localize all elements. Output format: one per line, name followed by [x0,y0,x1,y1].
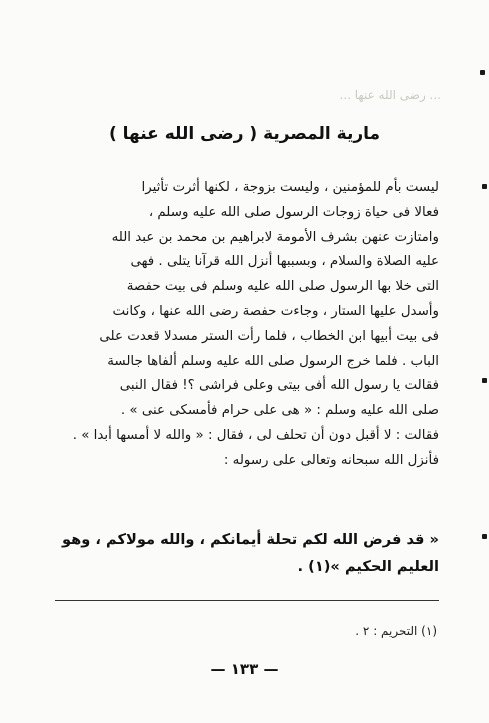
margin-punch-mark [482,184,487,189]
faint-bleed-through-text: ... رضى الله عنها ... [339,88,441,102]
body-paragraph [41,176,439,474]
margin-punch-mark [482,378,487,383]
body-line: عليه الصلاة والسلام ، وبسببها أنزل الله قرآنا يتلى . فهى [130,254,439,270]
chapter-title: مارية المصرية ( رضى الله عنها ) [108,124,381,144]
verse-line: « قد فرض الله لكم تحلة أيمانكم ، والله مولاكم ، وهو [61,531,439,548]
body-line: فى بيت أبيها ابن الخطاب ، فلما رأت الستر مسدلا قعدت على [99,328,439,344]
margin-punch-mark [482,534,487,539]
body-line: وأسدل عليها الستار ، وجاءت حفصة رضى الله عنها ، وكانت [112,303,439,319]
footnote: (١) التحريم : ٢ . [355,624,437,638]
body-line: صلى الله عليه وسلم : « هى على حرام فأمسكى عنى » . [120,403,439,419]
body-line: فقالت : لا أقبل دون أن تحلف لى ، فقال : « والله لا أمسها أبدا » . [72,427,439,443]
body-line: فعالا فى حياة زوجات الرسول صلى الله عليه وسلم ، [148,204,439,220]
verse-line: العليم الحكيم »(١) . [297,558,439,575]
margin-punch-mark [480,70,485,75]
body-line: ليست بأم للمؤمنين ، وليست بزوجة ، لكنها أثرت تأثيرا [141,180,439,195]
body-line: التى خلا بها الرسول صلى الله عليه وسلم فى بيت حفصة [126,279,439,295]
body-line: فقالت يا رسول الله أفى بيتى وعلى فراشى ؟! فقال النبى [119,378,439,394]
body-line: الباب . فلما خرج الرسول صلى الله عليه وسلم ألفاها جالسة [107,353,439,369]
body-line: فأنزل الله سبحانه وتعالى على رسوله : [223,452,439,468]
quran-verse [41,526,439,580]
body-line: وامتازت عنهن بشرف الأمومة لابراهيم بن محمد بن عبد الله [111,229,439,245]
footnote-divider [55,600,439,601]
page-number: — ١٣٣ — [210,660,279,678]
